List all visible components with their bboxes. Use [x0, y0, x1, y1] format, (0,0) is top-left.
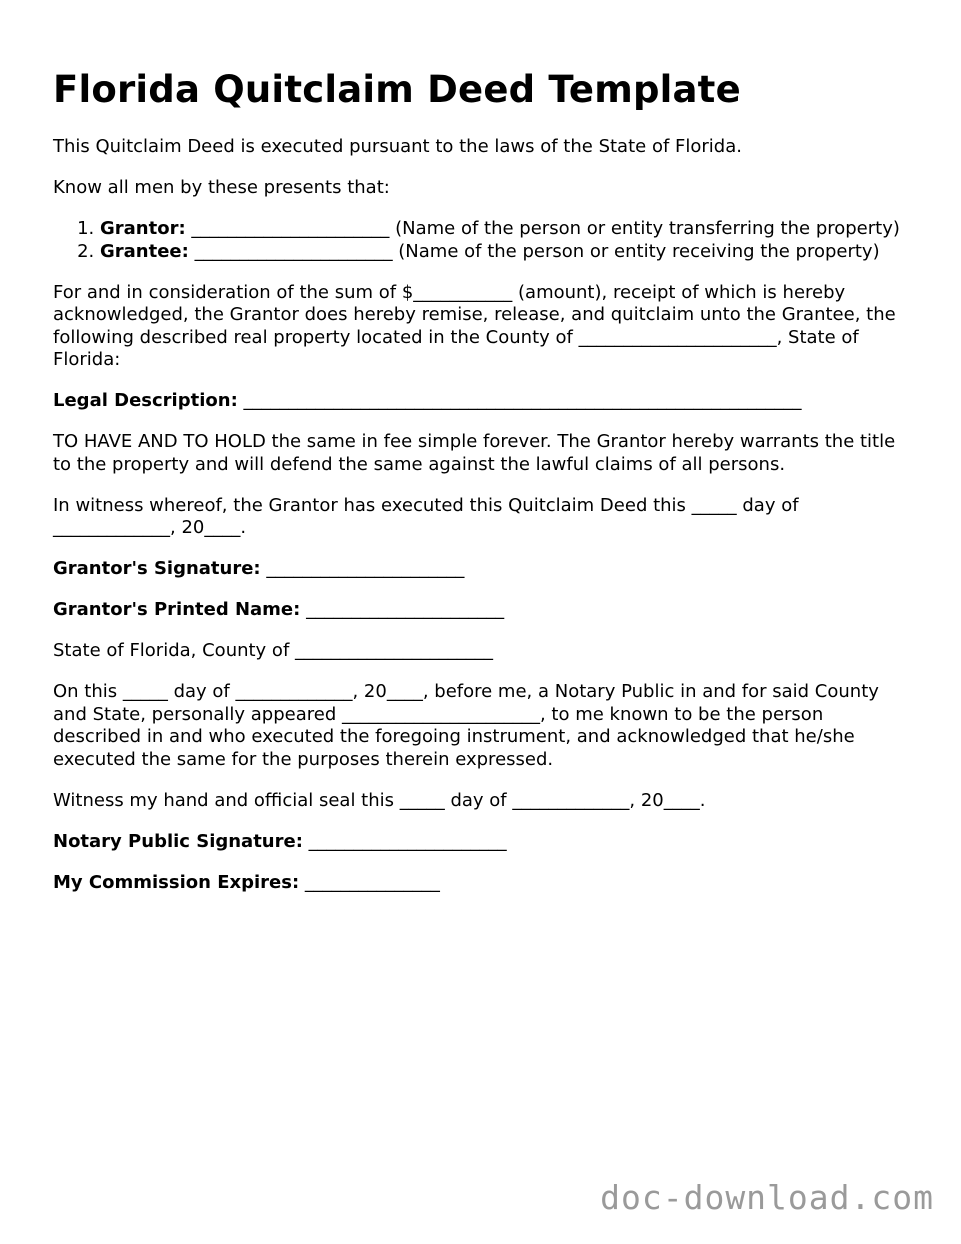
watermark: doc-download.com: [600, 1178, 934, 1217]
grantor-printed-name-blank: ______________________: [300, 599, 505, 620]
consideration-paragraph: For and in consideration of the sum of $___________ (amount), receipt of which is hereby acknowledged, the Grantor does hereby remise, release, and quitclaim unto the Grantee, the following described real property located in the County of ______________________, State of Florida:: [53, 281, 896, 370]
commission-expires-line: [53, 872, 903, 895]
grantor-signature-line: [53, 558, 903, 581]
parties-list: [53, 218, 903, 263]
grantee-text: ______________________ (Name of the person or entity receiving the property): [188, 240, 880, 262]
grantee-label: Grantee:: [100, 240, 189, 262]
notary-signature-blank: ______________________: [302, 830, 507, 852]
state-county-line: State of Florida, County of ______________________: [53, 640, 494, 661]
grantor-label: Grantor:: [100, 218, 186, 239]
notary-signature-line: [53, 831, 903, 854]
witness-seal-paragraph: Witness my hand and official seal this _____ day of _____________, 20____.: [53, 789, 706, 811]
legal-description-line: [53, 390, 903, 413]
habendum-paragraph: TO HAVE AND TO HOLD the same in fee simple forever. The Grantor hereby warrants the title to the property and will defend the same against the lawful claims of all persons.: [53, 431, 896, 475]
page-title: Florida Quitclaim Deed Template: [53, 68, 741, 111]
commission-expires-blank: _______________: [299, 871, 440, 893]
witness-whereof-paragraph: In witness whereof, the Grantor has executed this Quitclaim Deed this _____ day of _____________, 20____.: [53, 494, 799, 538]
grantor-printed-name-label: Grantor's Printed Name:: [53, 599, 301, 620]
intro-paragraph: This Quitclaim Deed is executed pursuant to the laws of the State of Florida.: [53, 136, 742, 157]
grantor-printed-name-line: [53, 599, 903, 622]
commission-expires-label: My Commission Expires:: [53, 871, 300, 893]
grantor-signature-blank: ______________________: [260, 558, 465, 579]
document-page: [53, 66, 903, 913]
list-item-grantee: [100, 241, 903, 264]
list-item-grantor: [100, 218, 903, 241]
know-all-paragraph: Know all men by these presents that:: [53, 177, 390, 198]
grantor-signature-label: Grantor's Signature:: [53, 558, 261, 579]
legal-description-label: Legal Description:: [53, 390, 238, 411]
legal-description-blank: ______________________________________________________________: [237, 390, 802, 411]
notary-statement-paragraph: On this _____ day of _____________, 20____, before me, a Notary Public in and for said County and State, personally appeared ______________________, to me known to be the person described in and who executed the foregoing instrument, and acknowledged that he/she executed the same for the purposes therein expressed.: [53, 681, 879, 770]
grantor-text: ______________________ (Name of the person or entity transferring the property): [185, 218, 900, 239]
notary-signature-label: Notary Public Signature:: [53, 830, 303, 852]
